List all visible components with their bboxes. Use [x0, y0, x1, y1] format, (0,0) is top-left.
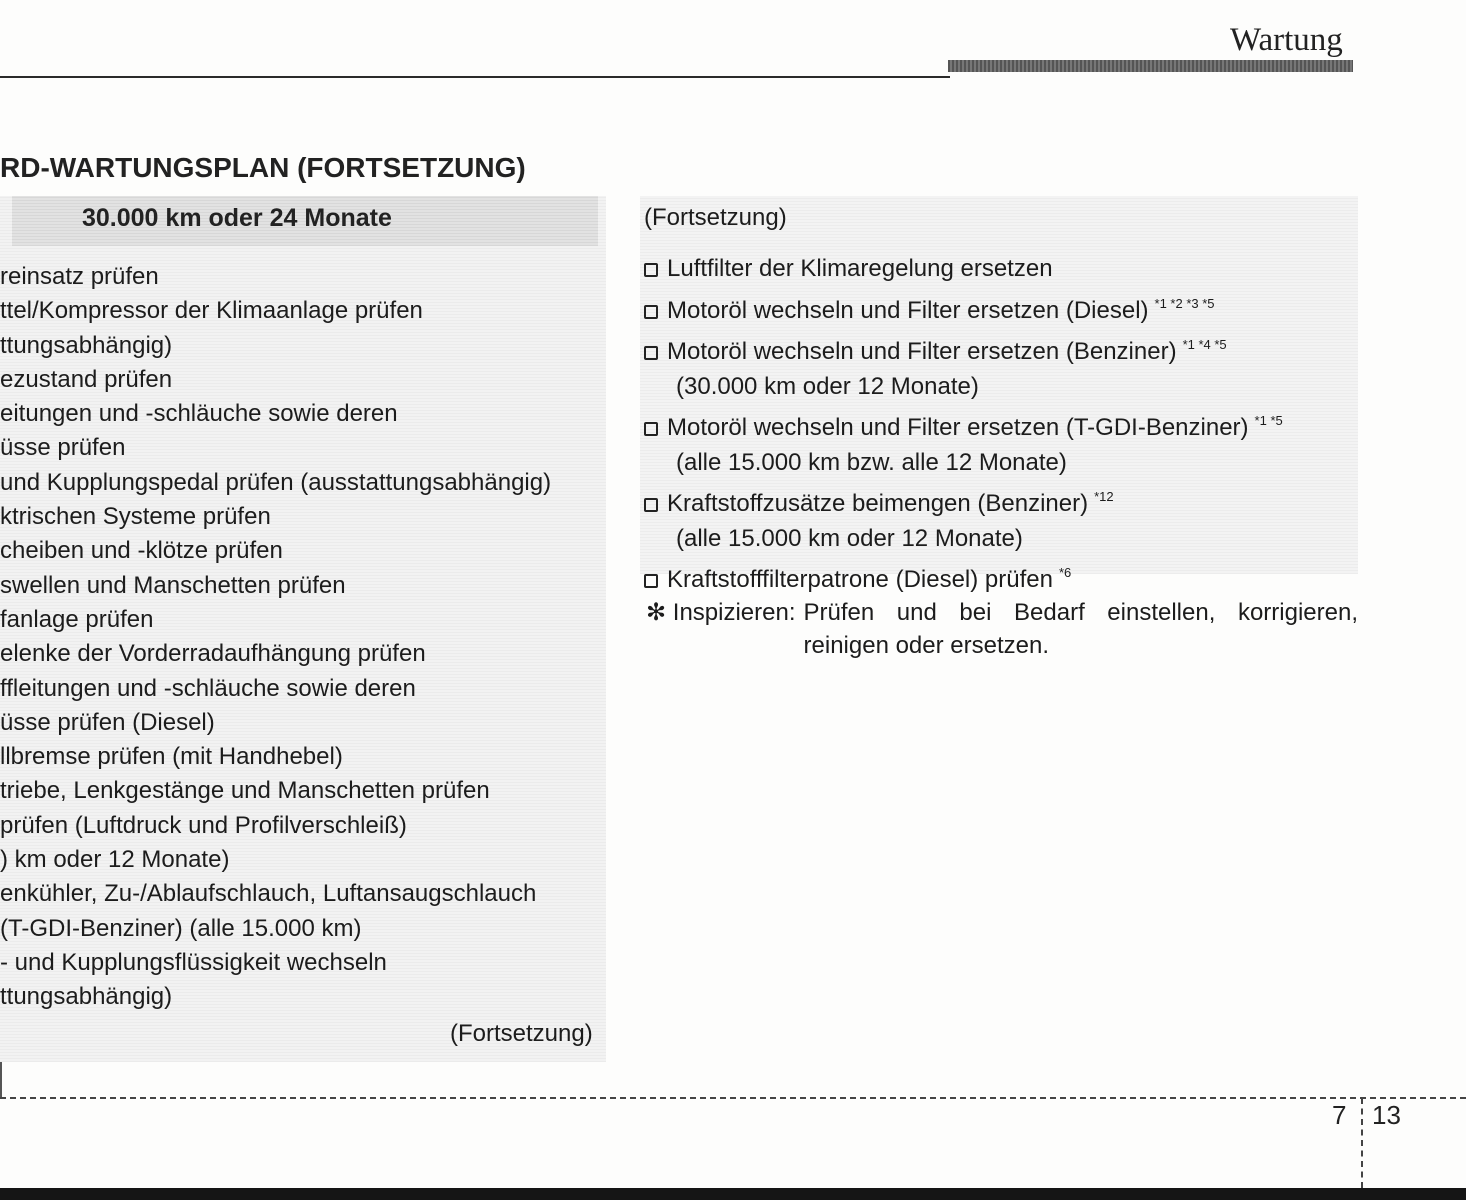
right-list-item: [644, 556, 1354, 598]
left-list-item: ttel/Kompressor der Klimaanlage prüfen: [0, 297, 423, 325]
right-list-item: [644, 328, 1354, 370]
left-item-list: [0, 260, 606, 1015]
left-list-item: llbremse prüfen (mit Handhebel): [0, 743, 343, 771]
footnote-ref: *1 *4 *5: [1182, 337, 1227, 352]
left-list-item: ezustand prüfen: [0, 365, 173, 393]
right-item-list: [644, 252, 1354, 598]
checkbox-icon: [644, 422, 658, 436]
left-list-item: - und Kupplungsflüssigkeit wechseln: [0, 948, 387, 976]
left-list-item: elenke der Vorderradaufhängung prüfen: [0, 640, 426, 668]
checkbox-icon: [644, 346, 658, 360]
right-list-item: [644, 480, 1354, 522]
left-list-item: ktrischen Systeme prüfen: [0, 503, 271, 531]
checkbox-icon: [644, 498, 658, 512]
right-item-text: Kraftstofffilterpatrone (Diesel) prüfen: [667, 566, 1053, 593]
left-list-item: ttungsabhängig): [0, 983, 173, 1011]
footnote-ref: *1 *2 *3 *5: [1154, 295, 1215, 311]
checkbox-icon: [644, 263, 658, 277]
left-list-item: fanlage prüfen: [0, 605, 154, 633]
left-list-item: swellen und Manschetten prüfen: [0, 571, 346, 599]
right-item-text: Kraftstoffzusätze beimengen (Benziner): [667, 490, 1089, 517]
right-list-item: [644, 404, 1354, 446]
chapter-number: 7: [1332, 1100, 1347, 1130]
left-list-item: üsse prüfen (Diesel): [0, 708, 215, 736]
checkbox-icon: [644, 574, 658, 588]
left-list-item: prüfen (Luftdruck und Profilverschleiß): [0, 811, 407, 839]
right-continuation-intro: (Fortsetzung): [644, 204, 787, 231]
header-accent-bar: [948, 60, 1353, 72]
left-list-item: üsse prüfen: [0, 434, 126, 462]
left-list-item: und Kupplungspedal prüfen (ausstattungsabhängig): [0, 468, 552, 496]
right-item-text: Luftfilter der Klimaregelung ersetzen: [667, 255, 1053, 282]
left-schedule-panel: [0, 196, 606, 1062]
left-list-item: triebe, Lenkgestänge und Manschetten prüfen: [0, 777, 490, 805]
left-list-item: enkühler, Zu-/Ablaufschlauch, Luftansaugschlauch: [0, 880, 537, 908]
left-list-item: ttungsabhängig): [0, 331, 173, 359]
right-list-item: [644, 287, 1354, 329]
right-item-subline: (alle 15.000 km oder 12 Monate): [676, 524, 1023, 552]
footer-dashed-rule: [0, 1097, 1466, 1099]
left-list-item: eitungen und -schläuche sowie deren: [0, 400, 398, 428]
note-text: Prüfen und bei Bedarf einstellen, korrigieren, reinigen oder ersetzen.: [803, 599, 1358, 659]
header-title: Wartung: [1230, 22, 1343, 58]
right-item-text: Motoröl wechseln und Filter ersetzen (Diesel): [667, 296, 1149, 324]
section-title: RD-WARTUNGSPLAN (FORTSETZUNG): [0, 152, 526, 183]
footnote-ref: *1 *5: [1254, 413, 1283, 428]
left-list-item: ffleitungen und -schläuche sowie deren: [0, 674, 416, 702]
left-list-item: cheiben und -klötze prüfen: [0, 537, 283, 565]
note-label: ✻ Inspizieren:: [646, 599, 796, 626]
page-number-divider: [1361, 1098, 1363, 1188]
left-continuation: (Fortsetzung): [450, 1020, 593, 1047]
left-list-item: reinsatz prüfen: [0, 263, 159, 290]
right-item-subline: (30.000 km oder 12 Monate): [676, 372, 979, 400]
bottom-band: [0, 1188, 1466, 1200]
footnote-ref: *6: [1058, 565, 1072, 580]
header-rule: [0, 76, 950, 78]
right-list-item: [644, 252, 1354, 287]
right-item-subline: (alle 15.000 km bzw. alle 12 Monate): [676, 448, 1067, 476]
inspection-note: [646, 596, 1358, 662]
checkbox-icon: [644, 305, 658, 319]
interval-heading: 30.000 km oder 24 Monate: [82, 204, 392, 232]
right-item-text: Motoröl wechseln und Filter ersetzen (Benziner): [667, 338, 1177, 365]
footnote-ref: *12: [1094, 489, 1114, 504]
right-schedule-panel: [640, 196, 1358, 593]
right-item-text: Motoröl wechseln und Filter ersetzen (T-GDI-Benziner): [667, 414, 1249, 441]
left-list-item: ) km oder 12 Monate): [0, 846, 230, 874]
page-number: 13: [1372, 1100, 1401, 1130]
left-list-item: (T-GDI-Benziner) (alle 15.000 km): [0, 914, 362, 942]
left-panel-header: [12, 196, 598, 246]
